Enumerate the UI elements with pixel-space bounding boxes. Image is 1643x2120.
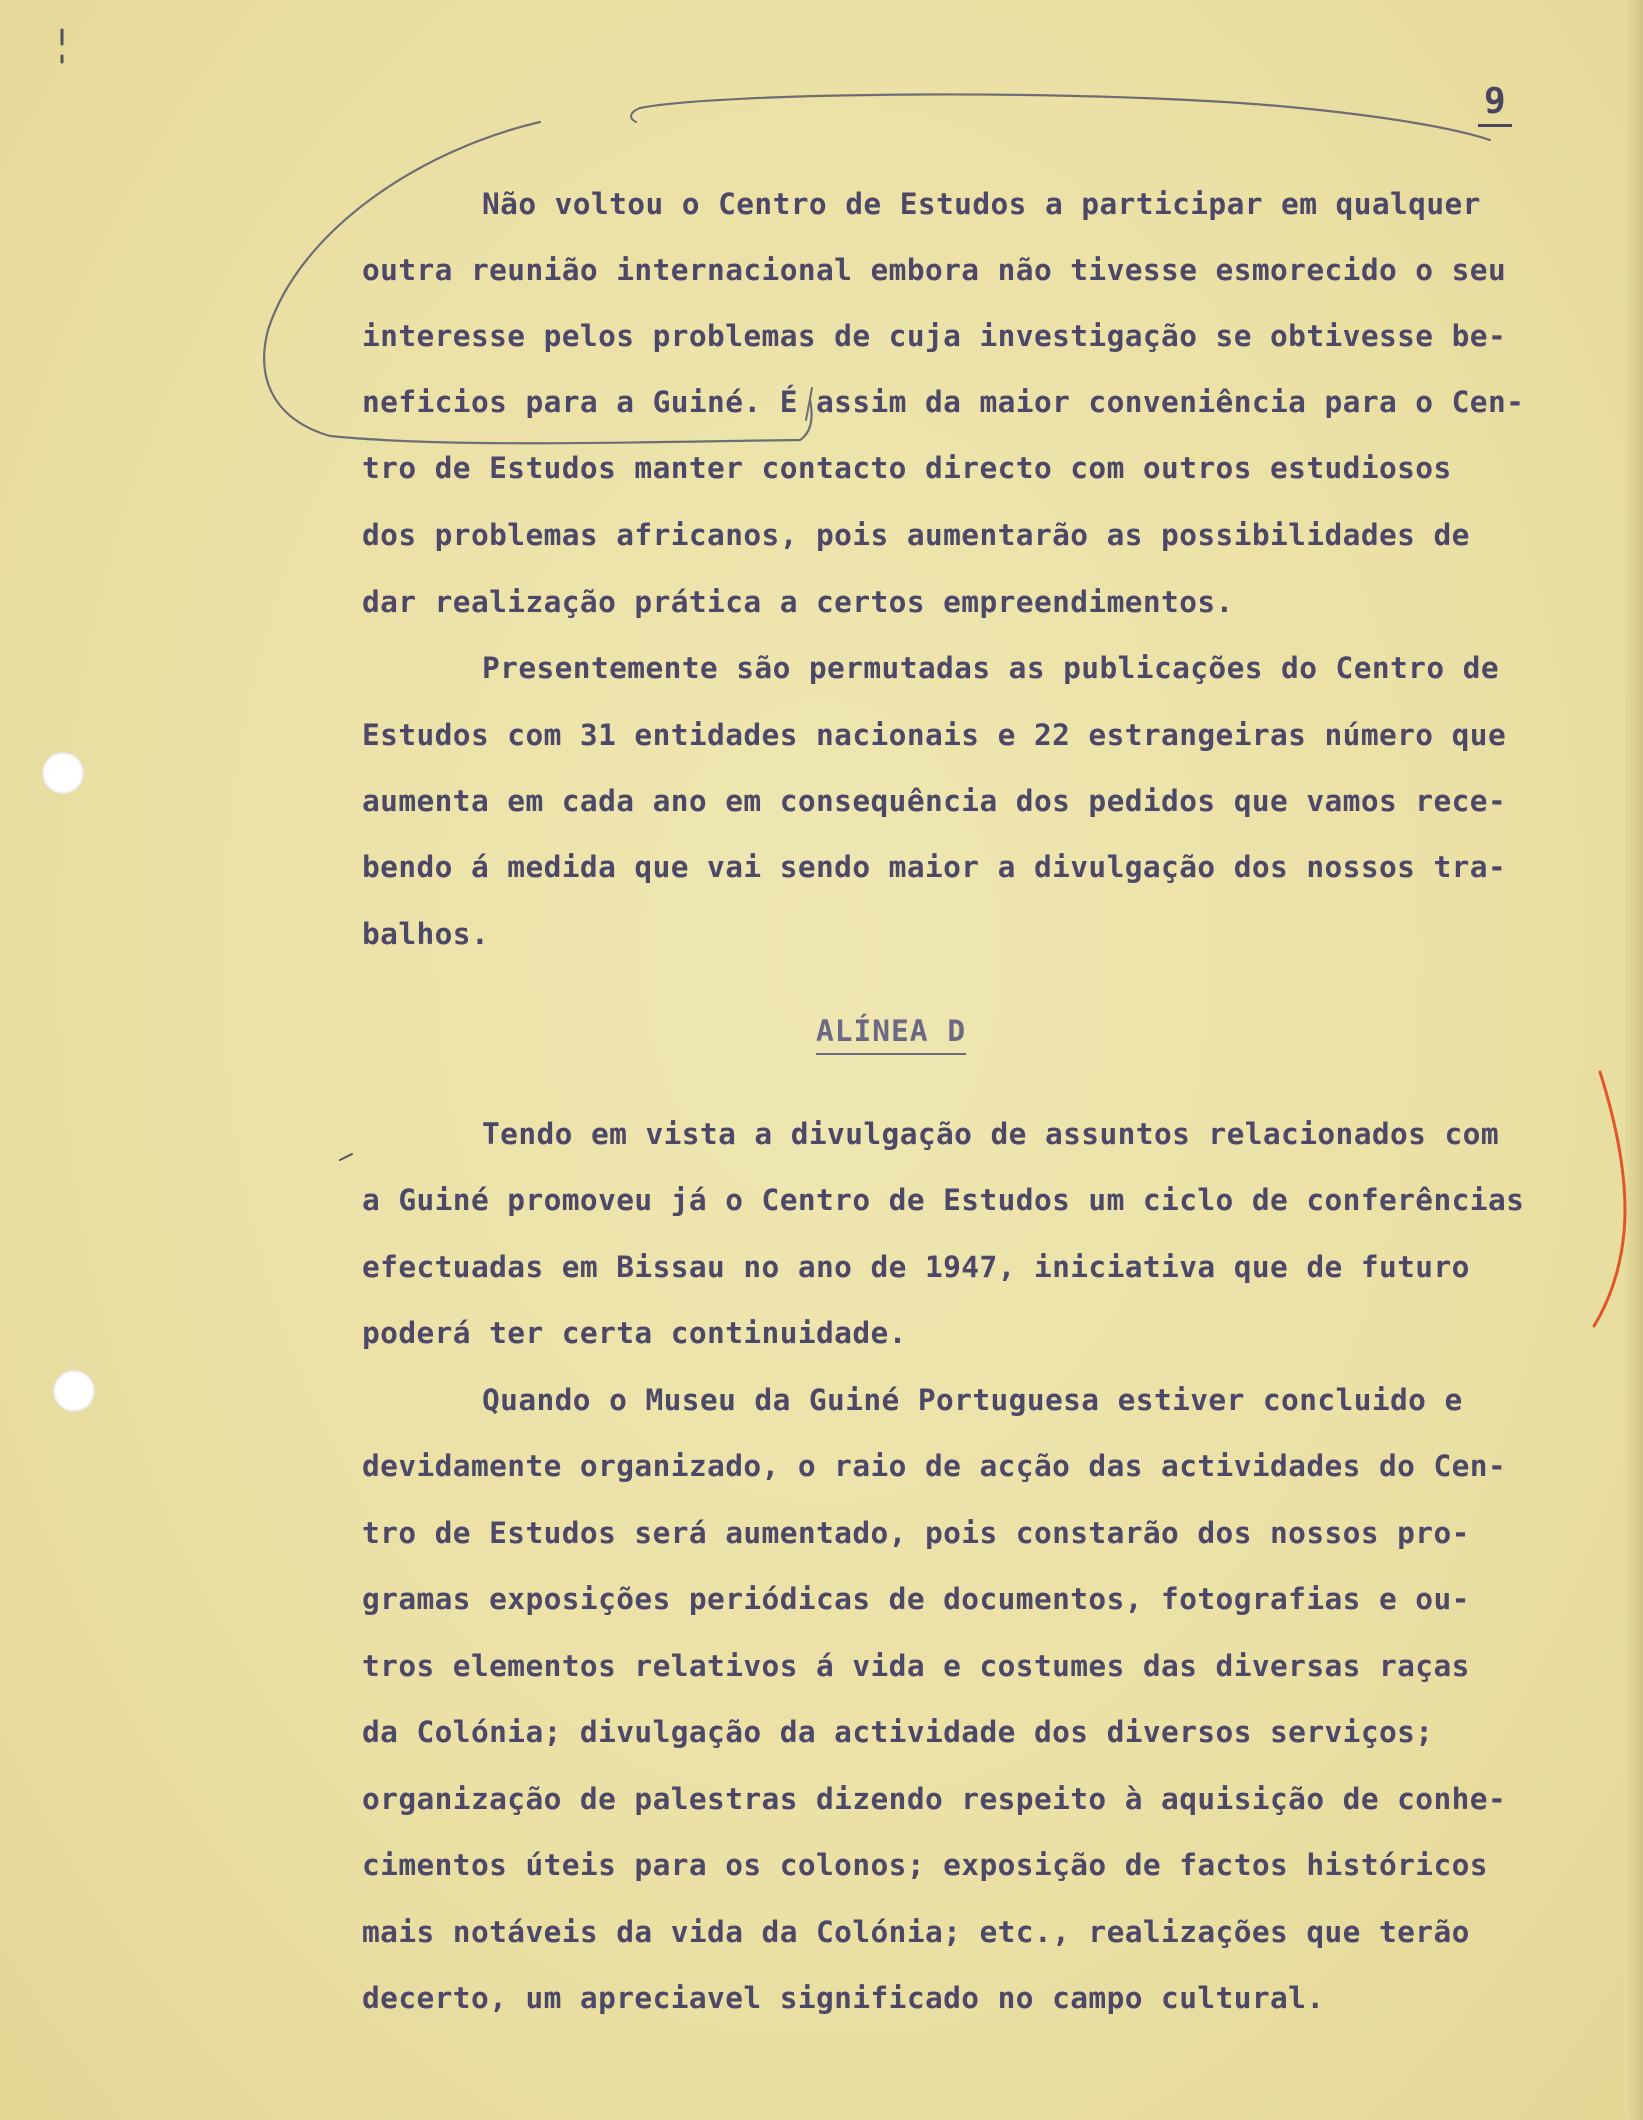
paragraph-4-line: cimentos úteis para os colonos; exposição de factos históricos (362, 1848, 1488, 1882)
paragraph-2-line: aumenta em cada ano em consequência dos pedidos que vamos rece- (362, 784, 1507, 818)
paragraph-3-line: efectuadas em Bissau no ano de 1947, iniciativa que de futuro (362, 1250, 1470, 1284)
paragraph-4-line: tros elementos relativos á vida e costumes das diversas raças (362, 1649, 1470, 1683)
page-number: 9 (1478, 82, 1512, 127)
paper-edge (1625, 0, 1643, 2120)
paragraph-4-line: gramas exposições periódicas de documentos, fotografias e ou- (362, 1582, 1470, 1616)
paragraph-2-line: Estudos com 31 entidades nacionais e 22 estrangeiras número que (362, 718, 1507, 752)
paragraph-1-line: Não voltou o Centro de Estudos a participar em qualquer (482, 187, 1481, 221)
paragraph-4-line: decerto, um apreciavel significado no campo cultural. (362, 1981, 1325, 2015)
paragraph-2-line: balhos. (362, 917, 490, 951)
punch-hole-top (42, 752, 84, 794)
paragraph-4-line: Quando o Museu da Guiné Portuguesa estiver concluido e (482, 1383, 1463, 1417)
pencil-tick-mark (340, 1154, 352, 1160)
paragraph-3-line: Tendo em vista a divulgação de assuntos relacionados com (482, 1117, 1499, 1151)
paragraph-1-line: interesse pelos problemas de cuja investigação se obtivesse be- (362, 319, 1507, 353)
paragraph-4-line: da Colónia; divulgação da actividade dos diversos serviços; (362, 1715, 1434, 1749)
paragraph-2-line: Presentemente são permutadas as publicações do Centro de (482, 651, 1499, 685)
paragraph-4-line: devidamente organizado, o raio de acção das actividades do Cen- (362, 1449, 1507, 1483)
pencil-bracket-mark (631, 108, 640, 122)
paragraph-3-line: a Guiné promoveu já o Centro de Estudos um ciclo de conferências (362, 1183, 1525, 1217)
paragraph-1-line: tro de Estudos manter contacto directo com outros estudiosos (362, 451, 1452, 485)
punch-hole-bottom (53, 1370, 95, 1412)
section-heading: ALÍNEA D (816, 1011, 966, 1055)
paragraph-4-line: mais notáveis da vida da Colónia; etc., realizações que terão (362, 1915, 1470, 1949)
paragraph-1-line: dar realização prática a certos empreendimentos. (362, 585, 1234, 619)
paragraph-3-line: poderá ter certa continuidade. (362, 1316, 907, 1350)
paragraph-1-line: neficios para a Guiné. É assim da maior conveniência para o Cen- (362, 385, 1525, 419)
paragraph-1-line: dos problemas africanos, pois aumentarão as possibilidades de (362, 518, 1470, 552)
paragraph-1-line: outra reunião internacional embora não tivesse esmorecido o seu (362, 253, 1507, 287)
paragraph-2-line: bendo á medida que vai sendo maior a divulgação dos nossos tra- (362, 850, 1507, 884)
pencil-bracket-mark (640, 94, 1490, 140)
paragraph-4-line: tro de Estudos será aumentado, pois constarão dos nossos pro- (362, 1516, 1470, 1550)
paragraph-4-line: organização de palestras dizendo respeito à aquisição de conhe- (362, 1782, 1507, 1816)
